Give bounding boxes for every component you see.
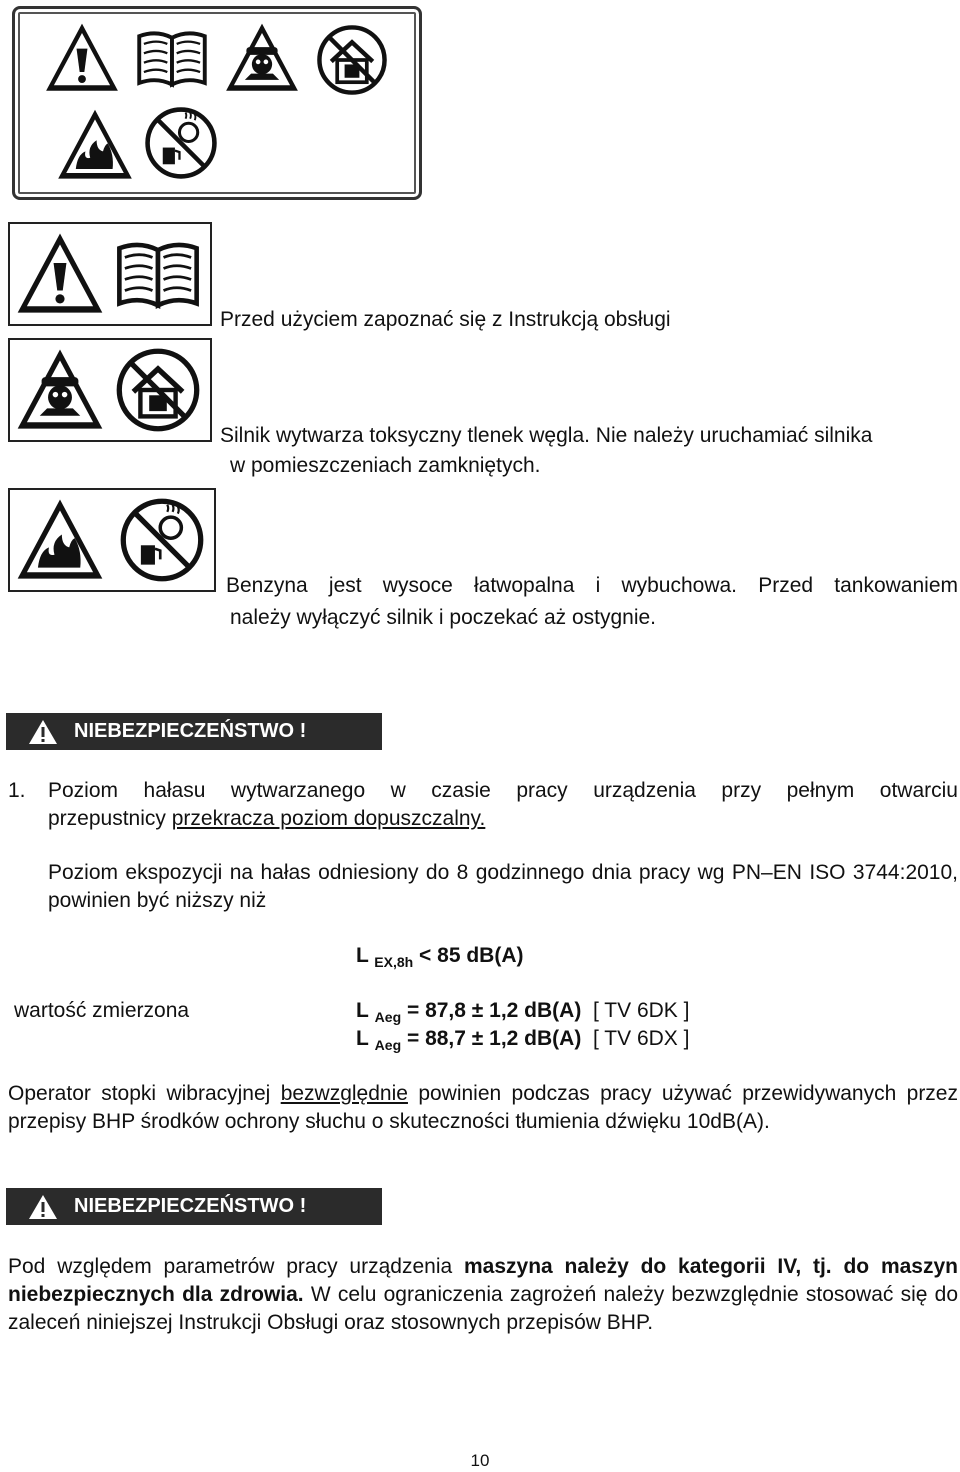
- toxic-gas-icon: [223, 19, 301, 97]
- category-text-b: W celu ograniczenia zagrożeń należy bezwzględnie stosować się do zaleceń niniejszej Instrukcji Obsługi oraz stosownych przepisów BHP.: [8, 1283, 959, 1334]
- page-number: 10: [470, 1451, 490, 1470]
- noise-item-line2: [48, 805, 958, 833]
- manual-book-icon: [133, 19, 211, 97]
- category-text-a: Pod względem parametrów pracy urządzenia: [8, 1255, 453, 1278]
- exposure-text: Poziom ekspozycji na hałas odniesiony do 8 godzinnego dnia pracy wg PN–EN ISO 3744:2010, powinien być niższy niż: [48, 861, 958, 912]
- measurement-sub: Aeg: [374, 1009, 402, 1026]
- noise-item-text: [48, 777, 958, 833]
- category-paragraph: [8, 1253, 958, 1337]
- noise-limit-value: < 85 dB(A): [419, 944, 524, 967]
- measured-label: wartość zmierzona: [14, 999, 190, 1022]
- noise-limit-sub: EX,8h: [374, 954, 414, 971]
- no-indoor-use-icon: [114, 346, 202, 434]
- measurement-row: [356, 1025, 689, 1059]
- measurement-symbol: L: [356, 999, 369, 1022]
- safety-text-toxic-line1: Silnik wytwarza toksyczny tlenek węgla. Nie należy uruchamiać silnika: [220, 424, 873, 447]
- operator-text-underlined: bezwzględnie: [280, 1082, 408, 1105]
- warning-icon: [28, 1194, 58, 1220]
- measurement-model: [ TV 6DK ]: [592, 999, 690, 1022]
- safety-text-fuel-line2: należy wyłączyć silnik i poczekać aż ostygnie.: [230, 606, 657, 629]
- operator-text-a: Operator stopki wibracyjnej: [8, 1082, 271, 1105]
- danger-banner-label: NIEBEZPIECZEŃSTWO !: [74, 720, 307, 742]
- noise-item-underlined: przekracza poziom dopuszczalny.: [171, 807, 486, 830]
- safety-text-toxic-line2: w pomieszczeniach zamkniętych.: [230, 454, 541, 477]
- measurement-value: = 87,8 ± 1,2 dB(A): [406, 999, 582, 1022]
- measurement-sub: Aeg: [374, 1037, 402, 1054]
- no-fuel-hot-engine-icon: [118, 496, 206, 584]
- operator-text-b: powinien podczas pracy używać przewidywanych przez przepisy BHP środków ochrony słuchu o skuteczności tłumienia dźwięku 10dB(A).: [8, 1082, 958, 1133]
- warning-icon: [28, 719, 58, 745]
- fire-flame-icon: [55, 105, 135, 185]
- category-text-bold: maszyna należy do kategorii IV, tj. do maszyn niebezpiecznych dla zdrowia.: [8, 1255, 958, 1306]
- safety-label-sticker: [12, 6, 422, 200]
- noise-limit: [356, 942, 523, 976]
- no-fuel-hot-engine-icon: [143, 105, 219, 181]
- warning-icon: [14, 228, 106, 320]
- noise-item-number: 1.: [8, 779, 26, 802]
- warning-icon: [43, 19, 121, 97]
- safety-icon-pair-toxic: [8, 338, 212, 442]
- fire-flame-icon: [14, 494, 106, 586]
- manual-book-icon: [112, 228, 204, 320]
- safety-icon-pair-fuel: [8, 488, 216, 592]
- measurement-value: = 88,7 ± 1,2 dB(A): [406, 1027, 582, 1050]
- noise-item-line1: Poziom hałasu wytwarzanego w czasie pracy urządzenia przy pełnym otwarciu: [48, 779, 958, 802]
- noise-limit-symbol: L: [356, 944, 369, 967]
- safety-icon-pair-manual: [8, 222, 212, 326]
- operator-paragraph: [8, 1080, 958, 1136]
- no-indoor-use-icon: [315, 23, 389, 97]
- measurement-symbol: L: [356, 1027, 369, 1050]
- danger-banner: [6, 713, 382, 750]
- danger-banner-label: NIEBEZPIECZEŃSTWO !: [74, 1195, 307, 1217]
- noise-item-text-b: przepustnicy: [48, 807, 166, 830]
- toxic-gas-icon: [14, 344, 106, 436]
- danger-banner: [6, 1188, 382, 1225]
- measurement-model: [ TV 6DX ]: [592, 1027, 690, 1050]
- safety-text-manual: Przed użyciem zapoznać się z Instrukcją obsługi: [220, 308, 671, 331]
- safety-text-fuel-line1: Benzyna jest wysoce łatwopalna i wybuchowa. Przed tankowaniem: [226, 574, 958, 597]
